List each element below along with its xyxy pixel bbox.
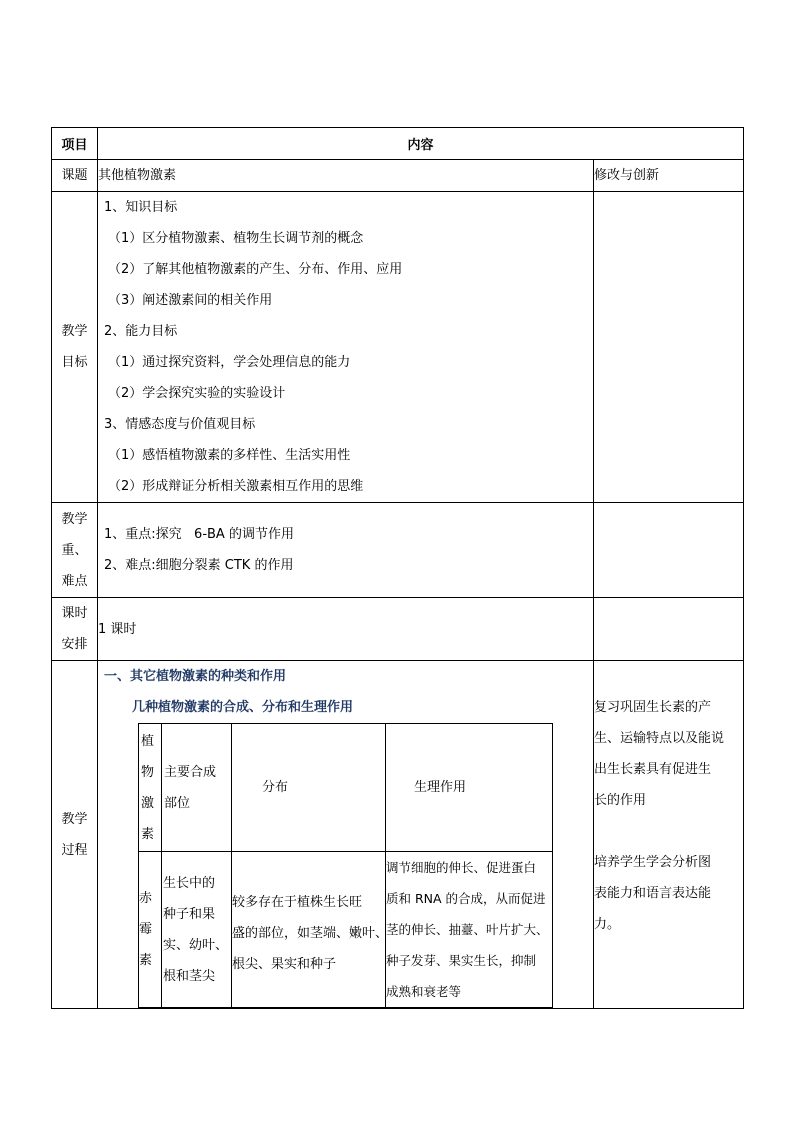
topic-value: 其他植物激素 [98,160,594,192]
process-label: 教学 过程 [52,661,98,1009]
goal-line: （1）区分植物激素、植物生长调节剂的概念 [108,231,364,246]
keypoint-line: 1、重点:探究 6-BA 的调节作用 [104,527,294,542]
keypoints-label: 教学 重、 难点 [52,503,98,598]
hormone-table [138,723,553,1008]
process-subheading: 几种植物激素的合成、分布和生理作用 [132,700,354,715]
goal-line: （3）阐述激素间的相关作用 [108,293,273,308]
keypoint-line: 2、难点:细胞分裂素 CTK 的作用 [104,558,294,573]
schedule-value: 1 课时 [98,598,594,661]
cell-function: 调节细胞的伸长、促进蛋白 质和 RNA 的合成，从而促进 茎的伸长、抽薹、叶片扩大、 种子发芽、果实生长，抑制 成熟和衰老等 [386,852,553,1008]
goal-line: （2）形成辩证分析相关激素相互作用的思维 [108,479,364,494]
cell-distribution: 较多存在于植株生长旺 盛的部位，如茎端、嫩叶、 根尖、果实和种子 [232,852,386,1008]
topic-note: 修改与创新 [594,160,744,192]
goals-note [594,192,744,503]
cell-hormone-name: 赤 霉 素 [139,852,162,1008]
header-row [52,128,744,160]
goals-content [98,192,594,503]
topic-row [52,160,744,192]
th-site: 主要合成 部位 [162,724,232,852]
goal-line: （2）学会探究实验的实验设计 [108,386,286,401]
goal-line: 1、知识目标 [104,200,178,215]
header-item: 项目 [52,128,98,160]
th-function: 生理作用 [386,724,553,852]
process-heading: 一、其它植物激素的种类和作用 [104,669,287,684]
goal-line: （1）通过探究资料，学会处理信息的能力 [108,355,351,370]
goal-line: （2）了解其他植物激素的产生、分布、作用、应用 [108,262,403,277]
goal-line: （1）感悟植物激素的多样性、生活实用性 [108,448,351,463]
table-row [139,852,553,1008]
schedule-label: 课时 安排 [52,598,98,661]
th-distribution: 分布 [232,724,386,852]
goal-line: 3、情感态度与价值观目标 [104,417,256,432]
header-content: 内容 [98,128,744,160]
goal-line: 2、能力目标 [104,324,178,339]
cell-site: 生长中的 种子和果 实、幼叶、 根和茎尖 [162,852,232,1008]
goals-label: 教学 目标 [52,192,98,503]
schedule-note [594,598,744,661]
goals-row [52,192,744,503]
process-content [98,661,594,1009]
process-row [52,661,744,1009]
th-hormone: 植 物 激 素 [139,724,162,852]
process-notes: 复习巩固生长素的产 生、运输特点以及能说 出生长素具有促进生 长的作用 培养学生学会分析图 表能力和语言表达能 力。 [594,661,744,1009]
lesson-plan-table [51,127,744,1009]
keypoints-note [594,503,744,598]
schedule-row [52,598,744,661]
hormone-table-header [139,724,553,852]
keypoints-row [52,503,744,598]
keypoints-content [98,503,594,598]
topic-label: 课题 [52,160,98,192]
